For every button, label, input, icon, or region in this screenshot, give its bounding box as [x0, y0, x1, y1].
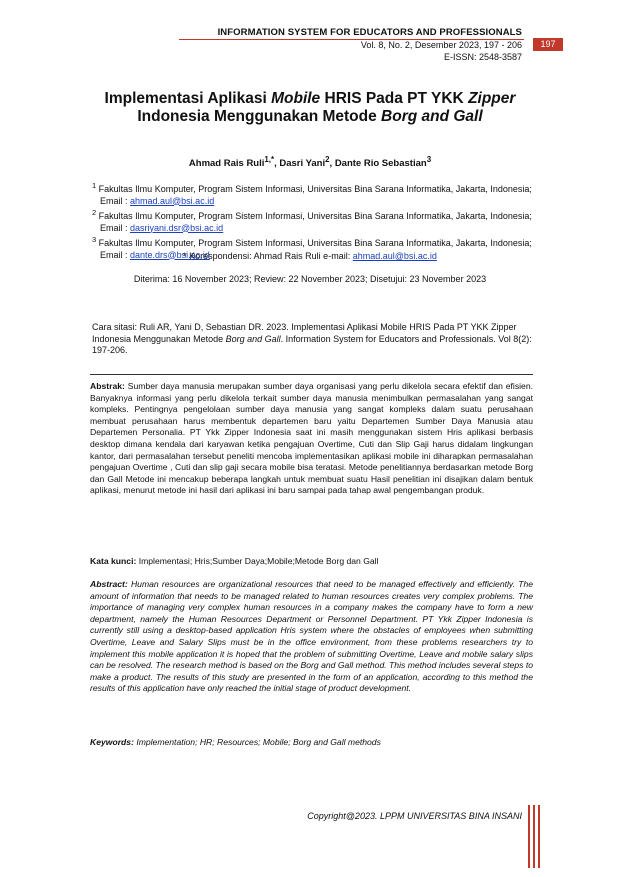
abstract-label: Abstract:	[90, 579, 128, 589]
abstrak-label: Abstrak:	[90, 381, 125, 391]
citation-text: Cara sitasi: Ruli AR, Yani D, Sebastian DR. 2023. Implementasi Aplikasi Mobile HRIS Pada PT YKK Zipper Indonesia Menggunakan Metode	[92, 322, 517, 344]
footer-bar	[538, 805, 540, 868]
keywords-text: Implementation; HR; Resources; Mobile; Borg and Gall methods	[133, 737, 381, 747]
correspondence	[0, 251, 620, 261]
title-text: Implementasi Aplikasi	[104, 90, 272, 107]
affiliation-text: Fakultas Ilmu Komputer, Program Sistem Informasi, Universitas Bina Sarana Informatika, Jakarta, Indonesia; Email :	[96, 238, 532, 260]
kata-kunci-label: Kata kunci:	[90, 556, 137, 566]
citation-text: . Information System for Educators and Professionals. Vol 8(2): 197-206.	[92, 333, 532, 355]
abstract-paragraph	[90, 579, 533, 695]
email-link[interactable]: dante.drs@bsi.ac.id	[130, 249, 210, 260]
citation-italic: Borg and Gall	[225, 333, 281, 344]
affiliation-num: 1	[92, 181, 97, 190]
affiliation-num: 3	[92, 235, 97, 244]
affiliation-item	[92, 207, 542, 234]
keywords-label: Keywords:	[90, 737, 134, 747]
affiliation-text: Fakultas Ilmu Komputer, Program Sistem Informasi, Universitas Bina Sarana Informatika, Jakarta, Indonesia; Email :	[96, 211, 532, 233]
footer-bar	[533, 805, 535, 868]
author-sup: 1,*	[264, 155, 275, 164]
title-text: Indonesia Menggunakan Metode	[137, 108, 382, 125]
journal-volume: Vol. 8, No. 2, Desember 2023, 197 - 206	[360, 40, 522, 50]
author-sup: 2	[325, 155, 330, 164]
paper-title	[40, 90, 580, 126]
correspondence-email-link[interactable]: ahmad.aul@bsi.ac.id	[352, 251, 437, 261]
correspondence-label: * Korespondensi: Ahmad Rais Ruli e-mail:	[183, 251, 353, 261]
kata-kunci	[90, 556, 533, 566]
abstrak-paragraph	[90, 381, 533, 497]
journal-issn: E-ISSN: 2548-3587	[443, 52, 522, 62]
keywords	[90, 737, 533, 747]
copyright-footer: Copyright@2023. LPPM UNIVERSITAS BINA INSANI	[307, 811, 522, 821]
title-italic: Borg and Gall	[381, 108, 483, 125]
affiliation-list	[92, 180, 542, 261]
affiliation-num: 2	[92, 208, 97, 217]
email-link[interactable]: ahmad.aul@bsi.ac.id	[130, 195, 215, 206]
citation	[92, 322, 534, 357]
author-list	[0, 155, 620, 169]
affiliation-text: Fakultas Ilmu Komputer, Program Sistem Informasi, Universitas Bina Sarana Informatika, Jakarta, Indonesia; Email :	[96, 184, 532, 206]
header-rule	[179, 39, 524, 40]
title-italic: Mobile	[271, 90, 321, 107]
affiliation-item	[92, 180, 542, 207]
journal-header	[218, 27, 522, 63]
section-divider	[90, 374, 533, 375]
kata-kunci-text: Implementasi; Hris;Sumber Daya;Mobile;Metode Borg dan Gall	[136, 556, 379, 566]
author-name: , Dasri Yani	[274, 158, 326, 170]
journal-name: INFORMATION SYSTEM FOR EDUCATORS AND PROFESSIONALS	[217, 27, 522, 38]
abstract-text: Human resources are organizational resources that need to be managed effectively and efficiently. The amount of information that needs to be managed related to human resources creates very complex problems. The importance of managing very complex human resources in a company makes the company have to form a new department, namely the Human Resources Department or Personnel Department. PT Ykk Zipper Indonesia is currently still using a desktop-based application Hris system where the obstacles of employees when submitting Overtime, Leave and Salary Slips must be in the office environment, from these problems researchers try to implement this mobile application it is hoped that the problem of submitting Overtime, Leave and mobile salary slips can be resolved. The research method is based on the Borg and Gall method. This method includes several steps to make a product. The results of this study are presented in the form of an application, according to this method the results of this application have only reached the initial stage of product development.	[90, 579, 533, 694]
footer-bar	[528, 805, 530, 868]
author-name: Ahmad Rais Ruli	[188, 158, 265, 170]
submission-dates: Diterima: 16 November 2023; Review: 22 November 2023; Disetujui: 23 November 2023	[133, 274, 487, 284]
author-name: , Dante Rio Sebastian	[329, 158, 427, 170]
page-number-badge: 197	[533, 38, 563, 51]
abstrak-text: Sumber daya manusia merupakan sumber daya organisasi yang perlu dikelola secara efektif dan efisien. Banyaknya informasi yang perlu dikelola terkait sumber daya manusia menimbulkan permasalahan yang sangat kompleks. Pentingnya pengelolaan sumber daya manusia yang sangat kompleks dalam suatu perusahaan membuat perusahaan harus membentuk departemen baru yaitu Departemen Sumber Daya Manusia atau Departemen Personalia. PT Ykk Zipper Indonesia saat ini masih menggunakan sistem Hris aplikasi berbasis desktop dimana kendala dari karyawan ketika pengajuan Overtime, Cuti dan Slip Gaji harus didalam lingkungan kantor, dari permasalahan tersebut peneliti mencoba implementasikan aplikasi mobile ini diharapkan permasalahan pengajuan Overtime , Cuti dan slip gaji secara mobile bisa teratasi. Metode penelitiannya berdasarkan metode Borg dan Gall Metode ini mencakup beberapa langkah untuk membuat suatu Hasil penelitian ini disajikan dalam bentuk aplikasi, menurut metode ini hasil dari aplikasi ini baru sampai pada tahap awal pengembangan produk.	[90, 381, 533, 496]
email-link[interactable]: dasriyani.dsr@bsi.ac.id	[130, 222, 224, 233]
title-italic: Zipper	[468, 90, 516, 107]
author-sup: 3	[426, 155, 432, 164]
title-text: HRIS Pada PT YKK	[320, 90, 469, 107]
